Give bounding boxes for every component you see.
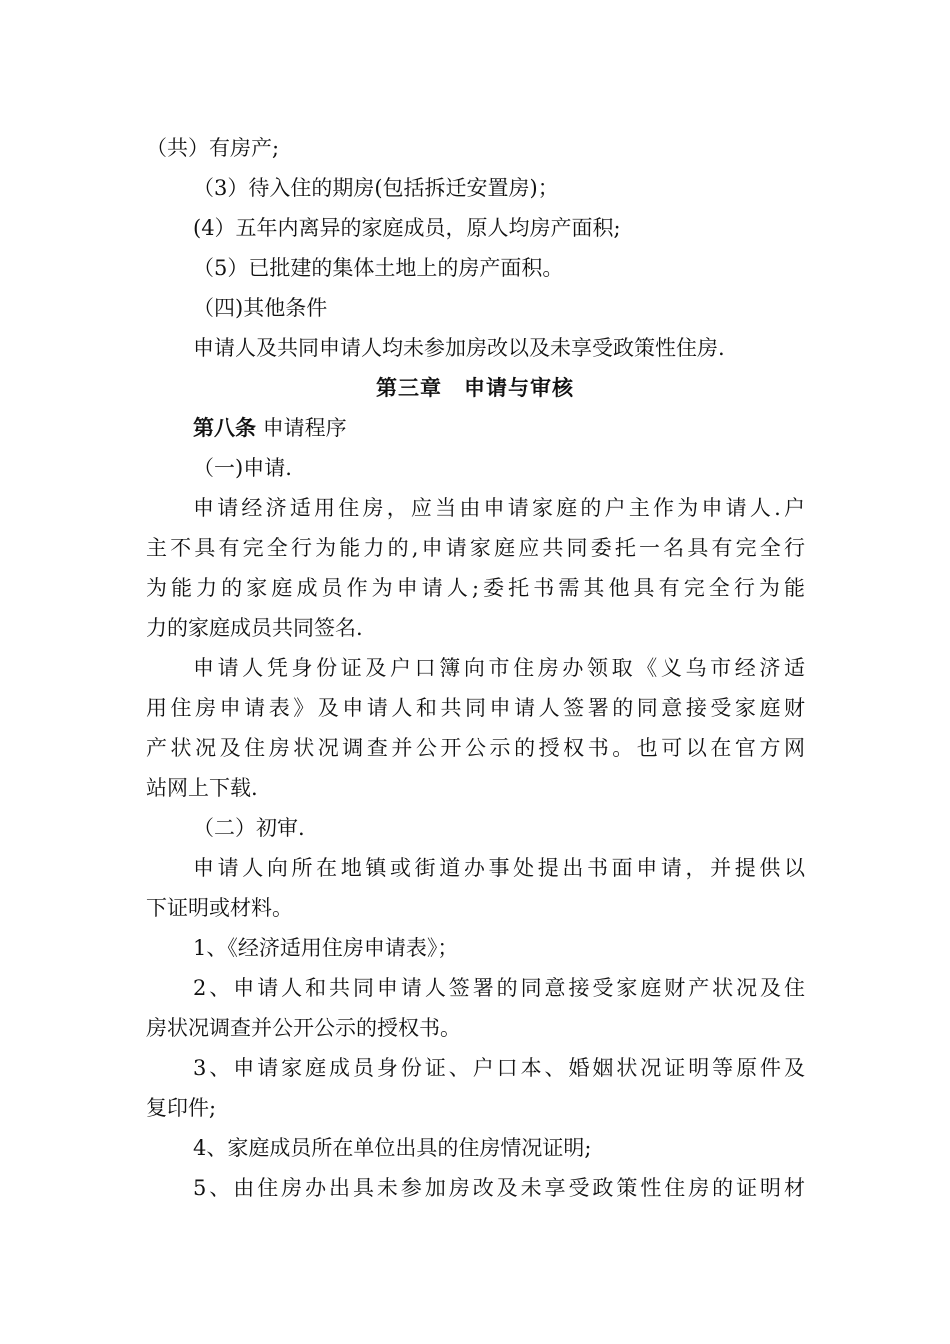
list-item: 3、申请家庭成员身份证、户口本、婚姻状况证明等原件及 (193, 1056, 805, 1080)
text-line: 主不具有完全行为能力的,申请家庭应共同委托一名具有完全行 (146, 536, 805, 560)
section-heading: （一)申请. (193, 456, 292, 480)
text-line: 复印件; (146, 1096, 217, 1120)
text-line: 为能力的家庭成员作为申请人;委托书需其他具有完全行为能 (146, 576, 805, 600)
list-item: 5、由住房办出具未参加房改及未享受政策性住房的证明材 (193, 1176, 805, 1200)
text-line: （5）已批建的集体土地上的房产面积。 (193, 256, 564, 280)
text-line: （3）待入住的期房(包括拆迁安置房)； (193, 176, 559, 200)
article-title: 申请程序 (262, 416, 347, 440)
chapter-title: 第三章 申请与审核 (376, 375, 574, 400)
text-line: 申请人向所在地镇或街道办事处提出书面申请，并提供以 (193, 856, 805, 880)
list-item: 2、申请人和共同申请人签署的同意接受家庭财产状况及住 (193, 976, 805, 1000)
text-line: 房状况调查并公开公示的授权书。 (146, 1016, 461, 1040)
text-line: 力的家庭成员共同签名. (146, 616, 363, 640)
list-item: 1、《经济适用住房申请表》； (193, 936, 459, 960)
text-line: 站网上下载. (146, 776, 258, 800)
text-line: 下证明或材料。 (146, 896, 293, 920)
text-line: 申请经济适用住房，应当由申请家庭的户主作为申请人.户 (193, 496, 805, 520)
text-line: 产状况及住房状况调查并公开公示的授权书。也可以在官方网 (146, 736, 805, 760)
list-item: 4、家庭成员所在单位出具的住房情况证明; (193, 1136, 592, 1160)
article-number: 第八条 (193, 415, 256, 440)
section-heading: （二）初审. (193, 816, 305, 840)
text-line: 申请人凭身份证及户口簿向市住房办领取《义乌市经济适 (193, 656, 805, 680)
section-heading: （四)其他条件 (193, 296, 328, 320)
text-line: （共）有房产; (146, 136, 280, 160)
article-heading (193, 414, 347, 442)
text-line: 用住房申请表》及申请人和共同申请人签署的同意接受家庭财 (146, 696, 805, 720)
text-line: (4）五年内离异的家庭成员，原人均房产面积; (193, 216, 621, 240)
text-line: 申请人及共同申请人均未参加房改以及未享受政策性住房. (193, 336, 725, 360)
